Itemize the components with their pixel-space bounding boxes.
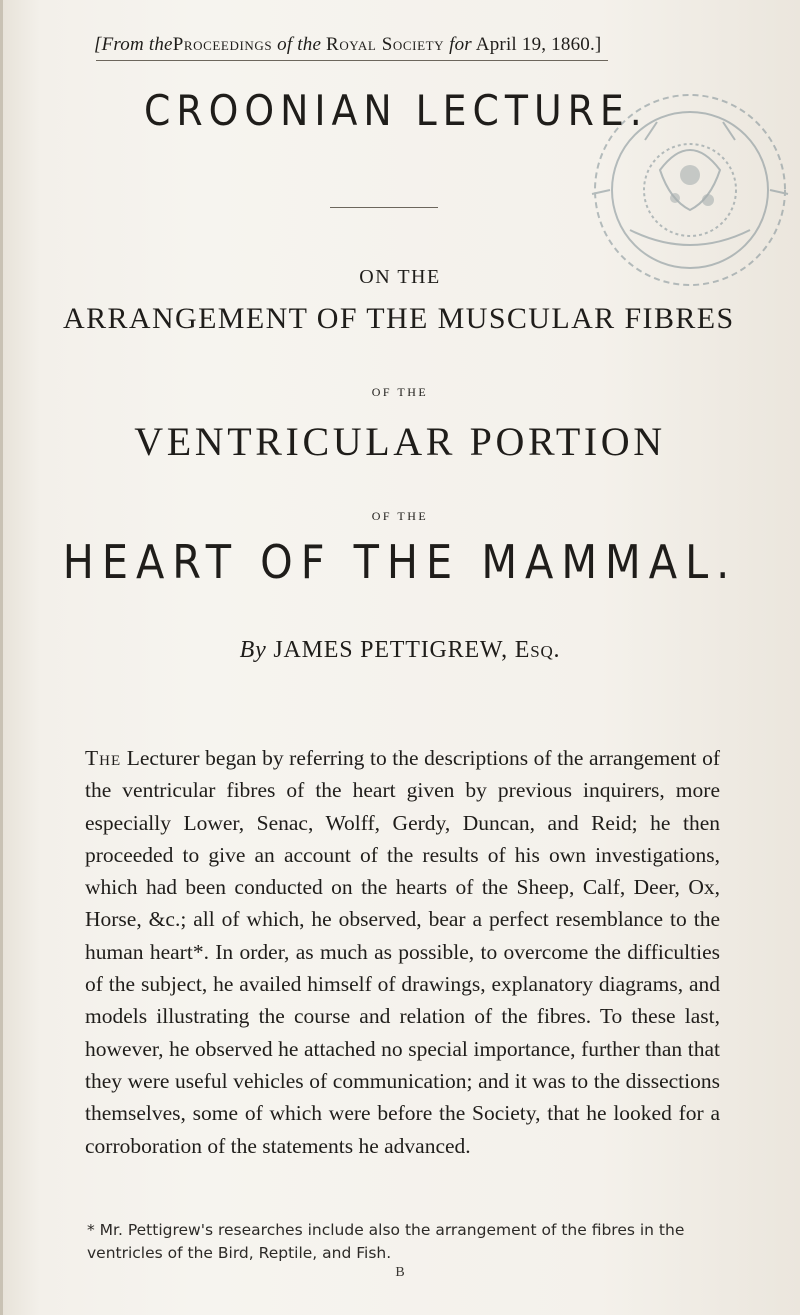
header-rule (96, 60, 608, 61)
signature-mark: B (395, 1265, 405, 1280)
byline-suffix: Esq. (514, 637, 561, 663)
paragraph-text: Lecturer began by referring to the descriptions of the arrangement of the ventricular fibres of the heart given by previous inquirers, more especially Lower, Senac, Wolff, Gerdy, Duncan, and Reid; he then proceeded to give an account of the results of his own investigations, which had been conducted on the hearts of the Sheep, Calf, Deer, Ox, Horse, &c.; all of which, he observed, bear a perfect resemblance to the human heart*. In order, as much as possible, to overcome the difficulties of the subject, he availed himself of drawings, explanatory diagrams, and models illustrating the course and relation of the fibres. To these last, however, he observed he attached no special importance, further than that they were useful vehicles of communication; and it was to the dissections themselves, some of which were before the Society, that he looked for a corroboration of the statements he advanced. (85, 746, 720, 1158)
citation-society: Royal Society (326, 34, 445, 55)
subtitle-of-the-1: OF THE (371, 385, 429, 399)
subtitle-ventricular: VENTRICULAR PORTION (134, 419, 666, 464)
paragraph-lead-word: The (85, 746, 122, 770)
title-rule (330, 207, 438, 208)
lecture-title: CROONIAN LECTURE. (144, 86, 648, 135)
citation-proceedings: Proceedings (172, 34, 273, 55)
citation-of-the: of the (272, 34, 327, 55)
citation-date: April 19, 1860.] (471, 34, 602, 55)
source-citation (94, 34, 601, 56)
author-byline (0, 637, 800, 664)
subtitle-arrangement: ARRANGEMENT OF THE MUSCULAR FIBRES (63, 302, 735, 335)
citation-for: for (444, 34, 472, 55)
byline-author: JAMES PETTIGREW, (266, 637, 515, 663)
footnote: * Mr. Pettigrew's researches include also the arrangement of the fibres in the ventricles of the Bird, Reptile, and Fish. (87, 1221, 685, 1262)
subtitle-heart: HEART OF THE MAMMAL. (62, 535, 738, 589)
citation-from: [From (94, 34, 149, 55)
subtitle-on-the: ON THE (359, 266, 441, 288)
subtitle-of-the-2: OF THE (371, 509, 429, 523)
lecture-paragraph (85, 742, 720, 1162)
byline-by: By (239, 637, 267, 663)
citation-the: the (148, 34, 173, 55)
